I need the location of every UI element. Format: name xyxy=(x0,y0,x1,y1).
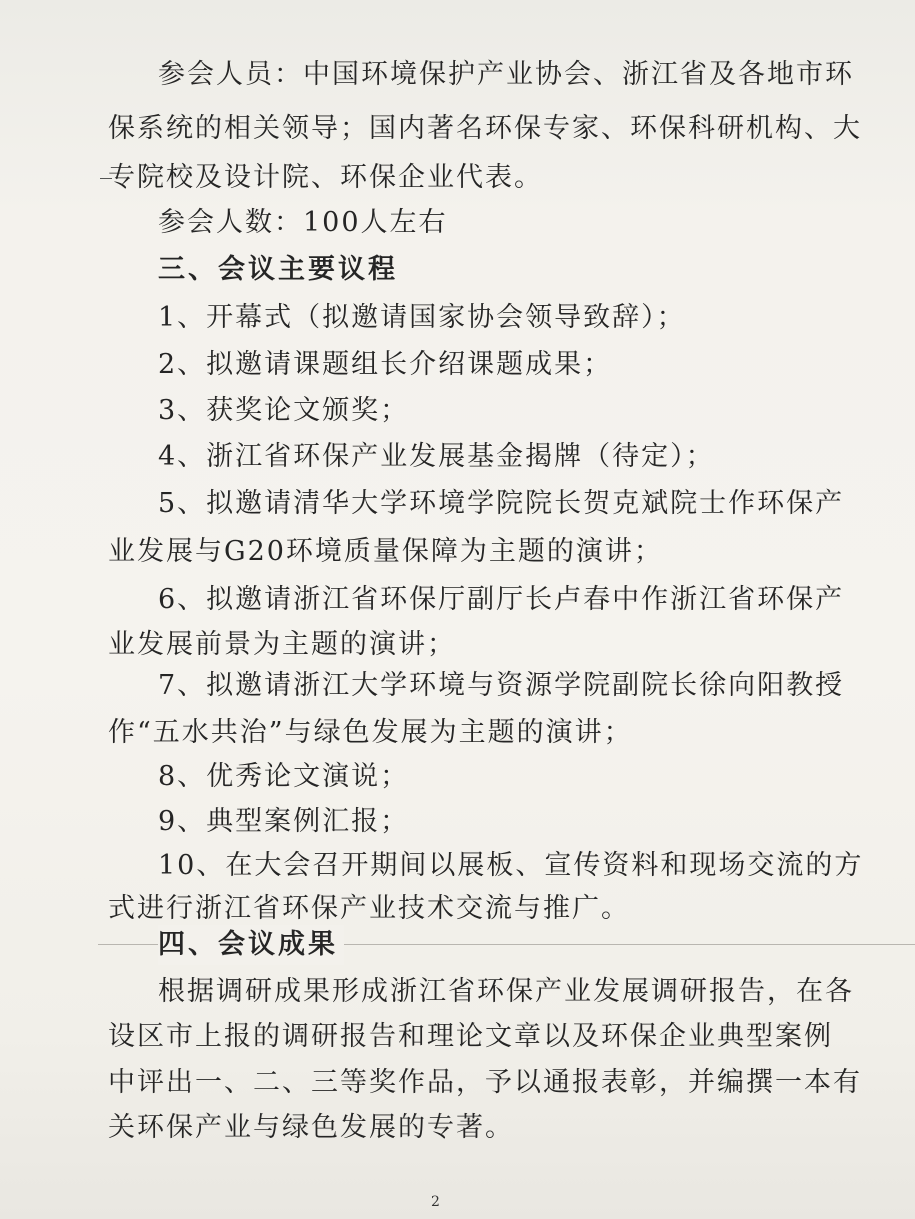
margin-mark xyxy=(100,178,112,179)
list-item: 7、拟邀请浙江大学环境与资源学院副院长徐向阳教授 xyxy=(158,670,845,701)
list-item-continuation: 业发展与G20环境质量保障为主题的演讲； xyxy=(108,536,663,567)
text-line: 专院校及设计院、环保企业代表。 xyxy=(108,162,543,193)
paragraph-line: 根据调研成果形成浙江省环保产业发展调研报告，在各 xyxy=(158,976,854,1007)
section-heading: 四、会议成果 xyxy=(158,925,344,965)
page-number: 2 xyxy=(431,1194,440,1210)
paragraph-line: 关环保产业与绿色发展的专著。 xyxy=(108,1112,514,1143)
list-item: 5、拟邀请清华大学环境学院院长贺克斌院士作环保产 xyxy=(158,488,845,519)
text-line: 参会人数：100人左右 xyxy=(158,207,448,238)
paragraph-line: 设区市上报的调研报告和理论文章以及环保企业典型案例 xyxy=(108,1021,833,1052)
list-item: 1、开幕式（拟邀请国家协会领导致辞）； xyxy=(158,302,686,333)
list-item: 8、优秀论文演说； xyxy=(158,761,410,792)
text-line: 参会人员：中国环境保护产业协会、浙江省及各地市环 xyxy=(158,59,854,90)
list-item-continuation: 业发展前景为主题的演讲； xyxy=(108,629,456,660)
list-item-continuation: 作“五水共治”与绿色发展为主题的演讲； xyxy=(108,717,633,748)
list-item: 2、拟邀请课题组长介绍课题成果； xyxy=(158,349,613,380)
list-item: 10、在大会召开期间以展板、宣传资料和现场交流的方 xyxy=(158,850,864,881)
list-item: 6、拟邀请浙江省环保厅副厅长卢春中作浙江省环保产 xyxy=(158,584,845,615)
list-item: 3、获奖论文颁奖； xyxy=(158,395,410,426)
list-item-continuation: 式进行浙江省环保产业技术交流与推广。 xyxy=(108,893,630,924)
section-heading: 三、会议主要议程 xyxy=(158,254,398,285)
paragraph-line: 中评出一、二、三等奖作品，予以通报表彰，并编撰一本有 xyxy=(108,1067,862,1098)
list-item: 9、典型案例汇报； xyxy=(158,806,410,837)
list-item: 4、浙江省环保产业发展基金揭牌（待定）； xyxy=(158,441,715,472)
text-line: 保系统的相关领导；国内著名环保专家、环保科研机构、大 xyxy=(108,113,862,144)
